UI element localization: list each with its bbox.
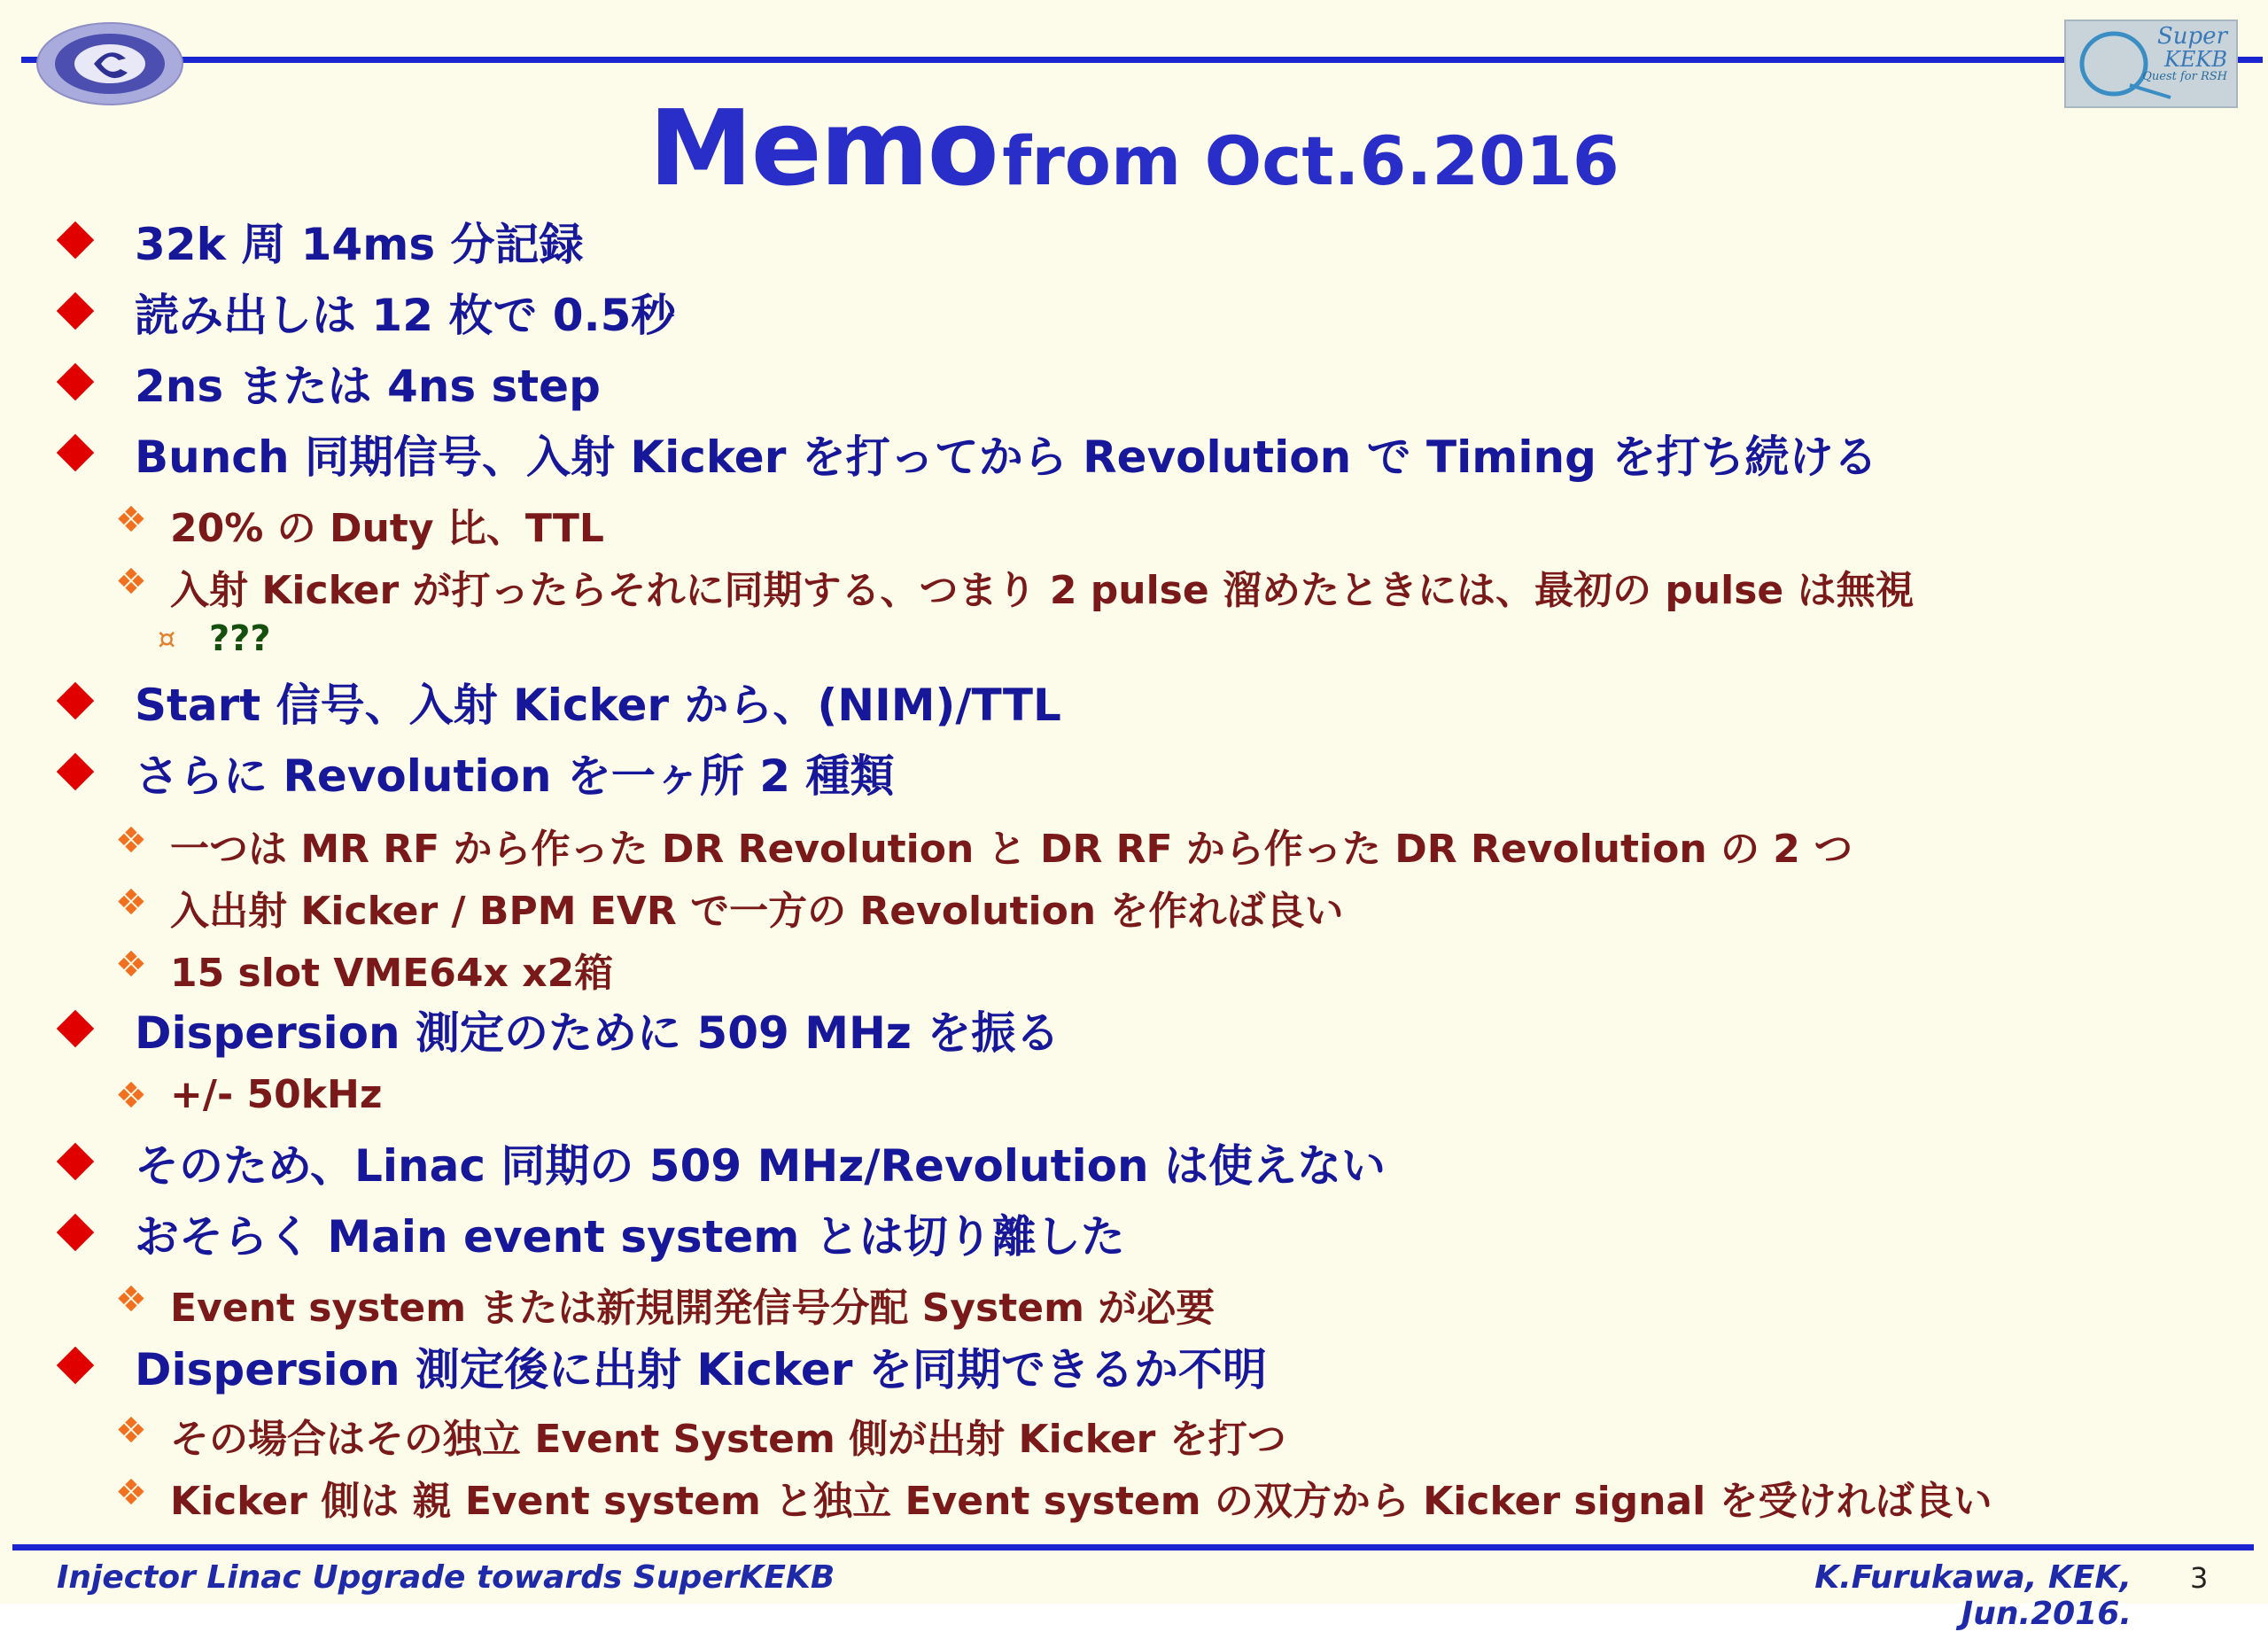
bullet-text: ??? [209, 618, 271, 659]
red-diamond-icon [57, 1010, 94, 1047]
orange-four-diamond-icon: ❖ [115, 1279, 147, 1320]
red-diamond-icon [57, 1143, 94, 1180]
orange-four-diamond-icon: ❖ [115, 1076, 147, 1116]
logo-kekb-text: KEKB [2163, 47, 2227, 73]
red-diamond-icon [57, 753, 94, 790]
currency-sign-icon: ¤ [158, 622, 176, 656]
top-rule [21, 57, 2263, 63]
bullet-text: 20% の Duty 比、TTL [170, 506, 604, 551]
orange-four-diamond-icon: ❖ [115, 1411, 147, 1451]
orange-four-diamond-icon: ❖ [115, 882, 147, 923]
bullet-text: その場合はその独立 Event System 側が出射 Kicker を打つ [170, 1417, 1286, 1462]
title-sub: from Oct.6.2016 [1002, 121, 1619, 200]
bullet-text: Start 信号、入射 Kicker から、(NIM)/TTL [135, 680, 1061, 731]
title-main: Memo [649, 87, 998, 209]
orange-four-diamond-icon: ❖ [115, 1473, 147, 1513]
bullet-text: 15 slot VME64x x2箱 [170, 951, 614, 996]
bullet-text: さらに Revolution を一ヶ所 2 種類 [135, 750, 895, 802]
red-diamond-icon [57, 221, 94, 259]
bullet-text: 2ns または 4ns step [135, 361, 601, 412]
bullet-text: +/- 50kHz [170, 1072, 383, 1117]
bullet-text: 32k 周 14ms 分記録 [135, 219, 584, 270]
bullet-text: そのため、Linac 同期の 509 MHz/Revolution は使えない [135, 1140, 1386, 1192]
logo-super-text: Super [2156, 23, 2227, 50]
footer-right: K.Furukawa, KEK, Jun.2016. [1814, 1559, 2132, 1632]
red-diamond-icon [57, 292, 94, 330]
page-number: 3 [2190, 1561, 2209, 1595]
bullet-text: Dispersion 測定後に出射 Kicker を同期できるか不明 [135, 1344, 1267, 1395]
bullet-text: 読み出しは 12 枚で 0.5秒 [135, 290, 676, 341]
red-diamond-icon [57, 1214, 94, 1251]
orange-four-diamond-icon: ❖ [115, 500, 147, 540]
footer-left: Injector Linac Upgrade towards SuperKEKB [57, 1559, 835, 1596]
bullet-text: 一つは MR RF から作った DR Revolution と DR RF から作った DR Revolution の 2 つ [170, 827, 1853, 872]
bottom-rule [12, 1544, 2254, 1550]
orange-four-diamond-icon: ❖ [115, 944, 147, 985]
bullet-text: Event system または新規開発信号分配 System が必要 [170, 1286, 1216, 1331]
bullet-text: おそらく Main event system とは切り離した [135, 1211, 1125, 1263]
slide-title [0, 87, 2268, 209]
red-diamond-icon [57, 434, 94, 471]
red-diamond-icon [57, 682, 94, 719]
bullet-text: Kicker 側は 親 Event system と独立 Event system の双方から Kicker signal を受ければ良い [170, 1479, 1992, 1524]
logo-tagline-text: Quest for RSH [2142, 70, 2227, 84]
red-diamond-icon [57, 1347, 94, 1384]
orange-four-diamond-icon: ❖ [115, 562, 147, 602]
red-diamond-icon [57, 363, 94, 400]
bullet-text: 入出射 Kicker / BPM EVR で一方の Revolution を作れば良い [170, 889, 1344, 934]
orange-four-diamond-icon: ❖ [115, 820, 147, 861]
bullet-text: Dispersion 測定のために 509 MHz を振る [135, 1007, 1060, 1059]
bullet-text: 入射 Kicker が打ったらそれに同期する、つまり 2 pulse 溜めたときには、最初の pulse は無視 [170, 568, 1915, 613]
bullet-text: Bunch 同期信号、入射 Kicker を打ってから Revolution で Timing を打ち続ける [135, 431, 1878, 483]
